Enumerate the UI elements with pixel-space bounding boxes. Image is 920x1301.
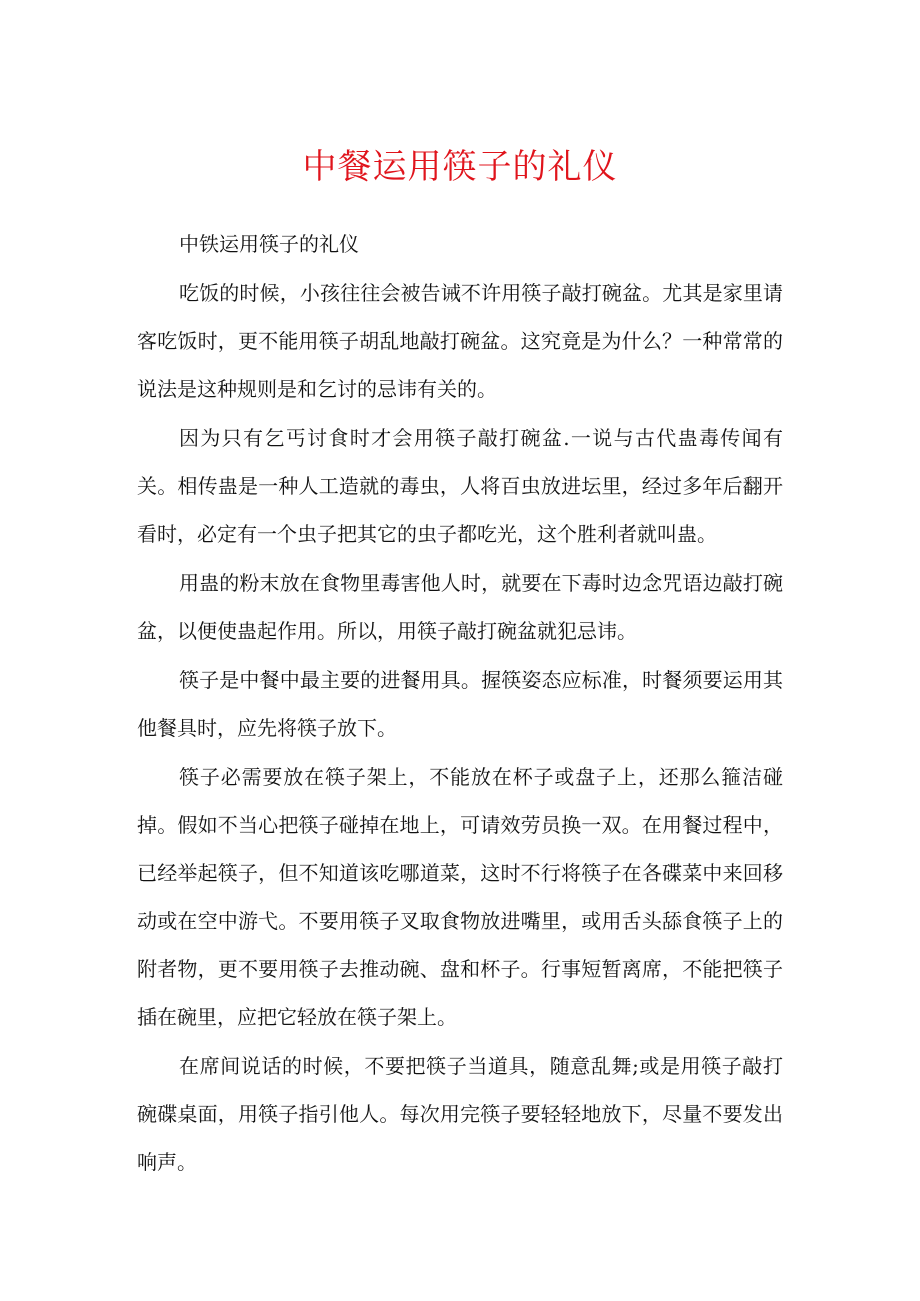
paragraph: 因为只有乞丐讨食时才会用筷子敲打碗盆.一说与古代蛊毒传闻有关。相传蛊是一种人工造就的毒虫，人将百虫放进坛里，经过多年后翻开看时，必定有一个虫子把其它的虫子都吃光，这个胜利者就叫蛊。 — [137, 426, 783, 546]
paragraph: 筷子是中餐中最主要的进餐用具。握筷姿态应标准，时餐须要运用其他餐具时，应先将筷子放下。 — [137, 668, 783, 740]
document-title: 中餐运用筷子的礼仪 — [302, 147, 618, 187]
paragraph-subtitle: 中铁运用筷子的礼仪 — [179, 232, 359, 256]
paragraph: 用蛊的粉末放在食物里毒害他人时，就要在下毒时边念咒语边敲打碗盆，以便使蛊起作用。所以，用筷子敲打碗盆就犯忌讳。 — [137, 571, 783, 643]
paragraph: 吃饭的时候，小孩往往会被告诫不许用筷子敲打碗盆。尤其是家里请客吃饭时，更不能用筷子胡乱地敲打碗盆。这究竟是为什么？一种常常的说法是这种规则是和乞讨的忌讳有关的。 — [137, 281, 783, 401]
paragraph: 筷子必需要放在筷子架上，不能放在杯子或盘子上，还那么箍洁碰掉。假如不当心把筷子碰掉在地上，可请效劳员换一双。在用餐过程中，已经举起筷子，但不知道该吃哪道菜，这时不行将筷子在各碟菜中来回移动或在空中游弋。不要用筷子叉取食物放进嘴里，或用舌头舔食筷子上的附者物，更不要用筷子去推动碗、盘和杯子。行事短暂离席，不能把筷子插在碗里，应把它轻放在筷子架上。 — [137, 765, 783, 1029]
document-body — [137, 220, 783, 1187]
paragraph: 在席间说话的时候，不要把筷子当道具，随意乱舞;或是用筷子敲打碗碟桌面，用筷子指引他人。每次用完筷子要轻轻地放下，尽量不要发出响声。 — [137, 1054, 783, 1174]
